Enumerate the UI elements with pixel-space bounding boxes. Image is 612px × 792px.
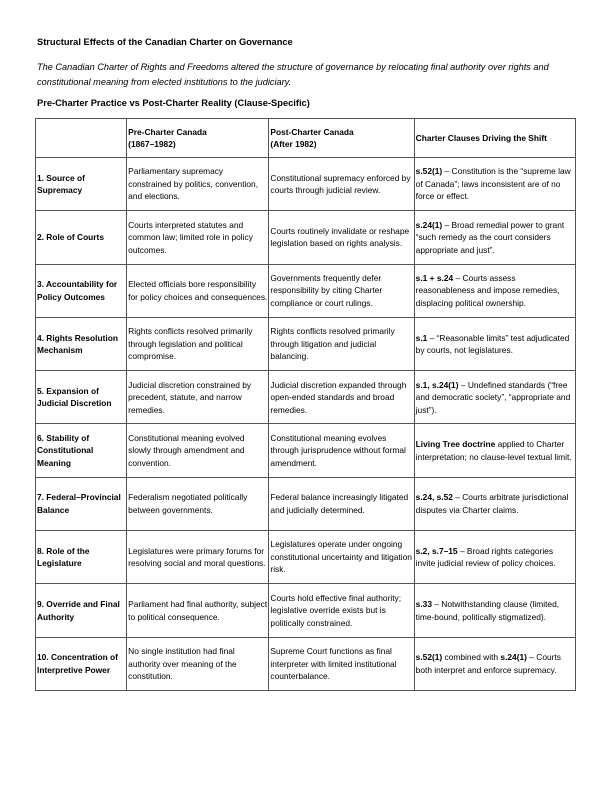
- row-label: 9. Override and Final Authority: [36, 584, 127, 637]
- row-label: 3. Accountability for Policy Outcomes: [36, 264, 127, 317]
- pre-charter-cell: Rights conflicts resolved primarily through legislation and political compromise.: [127, 317, 269, 370]
- clause-cell: [414, 158, 575, 211]
- clause-reference: s.1: [415, 332, 428, 343]
- clause-reference: s.1, s.24(1): [415, 379, 459, 390]
- table-row: [36, 637, 576, 690]
- table-row: [36, 317, 576, 370]
- table-header-row: [36, 119, 576, 158]
- clause-reference: s.52(1): [415, 166, 443, 177]
- pre-charter-cell: Federalism negotiated politically between governments.: [127, 477, 269, 530]
- clause-cell: [414, 264, 575, 317]
- comparison-table: [35, 118, 576, 691]
- pre-charter-cell: Courts interpreted statutes and common law; limited role in policy outcomes.: [127, 211, 269, 264]
- post-charter-cell: Legislatures operate under ongoing constitutional uncertainty and litigation risk.: [269, 531, 414, 584]
- post-charter-cell: Courts routinely invalidate or reshape legislation based on rights analysis.: [269, 211, 414, 264]
- row-label: 5. Expansion of Judicial Discretion: [36, 371, 127, 424]
- clause-reference: s.1 + s.24: [415, 272, 454, 283]
- pre-charter-cell: Constitutional meaning evolved slowly through amendment and convention.: [127, 424, 269, 477]
- post-charter-cell: Constitutional meaning evolves through jurisprudence without formal amendment.: [269, 424, 414, 477]
- table-row: [36, 211, 576, 264]
- header-pre-charter-line2: (1867–1982): [128, 139, 176, 149]
- table-row: [36, 264, 576, 317]
- clause-reference: s.24(1): [415, 219, 443, 230]
- pre-charter-cell: Judicial discretion constrained by precedent, statute, and narrow remedies.: [127, 371, 269, 424]
- clause-reference: s.52(1): [415, 652, 443, 663]
- clause-cell: [414, 317, 575, 370]
- clause-cell: [414, 477, 575, 530]
- clause-description: – Broad rights categories invite judicial review of policy choices.: [415, 545, 556, 569]
- clause-description: – Courts assess reasonableness and impose remedies, displacing political ownership.: [415, 272, 560, 308]
- table-row: [36, 424, 576, 477]
- clause-description: – Notwithstanding clause (limited, time-bound, politically stigmatized).: [415, 599, 560, 622]
- row-label: 7. Federal–Provincial Balance: [36, 477, 127, 530]
- table-row: [36, 371, 576, 424]
- post-charter-cell: Constitutional supremacy enforced by courts through judicial review.: [269, 158, 414, 211]
- header-corner-cell: [36, 119, 127, 158]
- clause-reference: s.33: [415, 599, 432, 610]
- table-row: [36, 584, 576, 637]
- post-charter-cell: Courts hold effective final authority; legislative override exists but is politically constrained.: [269, 584, 414, 637]
- header-post-charter-line2: (After 1982): [270, 139, 317, 149]
- clause-description: – Undefined standards (“free and democratic society”, “appropriate and just”).: [415, 379, 571, 415]
- table-heading: Pre-Charter Practice vs Post-Charter Reality (Clause-Specific): [37, 98, 310, 108]
- pre-charter-cell: Parliament had final authority, subject to political consequence.: [127, 584, 269, 637]
- row-label: 10. Concentration of Interpretive Power: [36, 637, 127, 690]
- header-pre-charter: [127, 119, 269, 158]
- table-row: [36, 477, 576, 530]
- clause-description: – Constitution is the “supreme law of Canada”; laws inconsistent are of no force or effect.: [415, 166, 571, 202]
- post-charter-cell: Judicial discretion expanded through open-ended standards and broad remedies.: [269, 371, 414, 424]
- clause-cell: [414, 531, 575, 584]
- clause-reference: s.2, s.7–15: [415, 545, 458, 556]
- clause-cell: [414, 584, 575, 637]
- clause-description-secondary: – Courts both interpret and enforce supremacy.: [415, 652, 561, 675]
- table-row: [36, 158, 576, 211]
- row-label: 6. Stability of Constitutional Meaning: [36, 424, 127, 477]
- pre-charter-cell: Parliamentary supremacy constrained by politics, convention, and elections.: [127, 158, 269, 211]
- header-pre-charter-line1: Pre-Charter Canada: [128, 126, 207, 137]
- clause-description: – Broad remedial power to grant “such remedy as the court considers appropriate and just”.: [415, 219, 565, 255]
- post-charter-cell: Governments frequently defer responsibility by citing Charter compliance or court rulings.: [269, 264, 414, 317]
- clause-cell: [414, 424, 575, 477]
- row-label: 4. Rights Resolution Mechanism: [36, 317, 127, 370]
- clause-cell: [414, 371, 575, 424]
- row-label: 8. Role of the Legislature: [36, 531, 127, 584]
- table-row: [36, 531, 576, 584]
- header-clauses: Charter Clauses Driving the Shift: [414, 119, 575, 158]
- clause-description: applied to Charter interpretation; no clause-level textual limit.: [415, 439, 572, 462]
- header-post-charter-line1: Post-Charter Canada: [270, 126, 354, 137]
- clause-reference: Living Tree doctrine: [415, 439, 496, 450]
- clause-description: – “Reasonable limits” test adjudicated by courts, not legislatures.: [415, 332, 570, 356]
- post-charter-cell: Supreme Court functions as final interpreter with limited institutional counterbalance.: [269, 637, 414, 690]
- document-title: Structural Effects of the Canadian Charter on Governance: [37, 37, 293, 47]
- pre-charter-cell: Legislatures were primary forums for resolving social and moral questions.: [127, 531, 269, 584]
- pre-charter-cell: No single institution had final authority over meaning of the constitution.: [127, 637, 269, 690]
- clause-reference-secondary: s.24(1): [500, 652, 527, 663]
- header-post-charter: [269, 119, 414, 158]
- pre-charter-cell: Elected officials bore responsibility for policy choices and consequences.: [127, 264, 269, 317]
- clause-description: – Courts arbitrate jurisdictional disputes via Charter claims.: [415, 492, 569, 515]
- post-charter-cell: Rights conflicts resolved primarily through litigation and judicial balancing.: [269, 317, 414, 370]
- post-charter-cell: Federal balance increasingly litigated and judicially determined.: [269, 477, 414, 530]
- clause-reference: s.24, s.52: [415, 492, 453, 503]
- clause-cell: [414, 637, 575, 690]
- clause-cell: [414, 211, 575, 264]
- row-label: 2. Role of Courts: [36, 211, 127, 264]
- clause-description: combined with: [442, 652, 501, 663]
- row-label: 1. Source of Supremacy: [36, 158, 127, 211]
- document-intro: The Canadian Charter of Rights and Freedoms altered the structure of governance by relocating final authority over rights and constitutional meaning from elected institutions to the judiciary.: [37, 62, 549, 87]
